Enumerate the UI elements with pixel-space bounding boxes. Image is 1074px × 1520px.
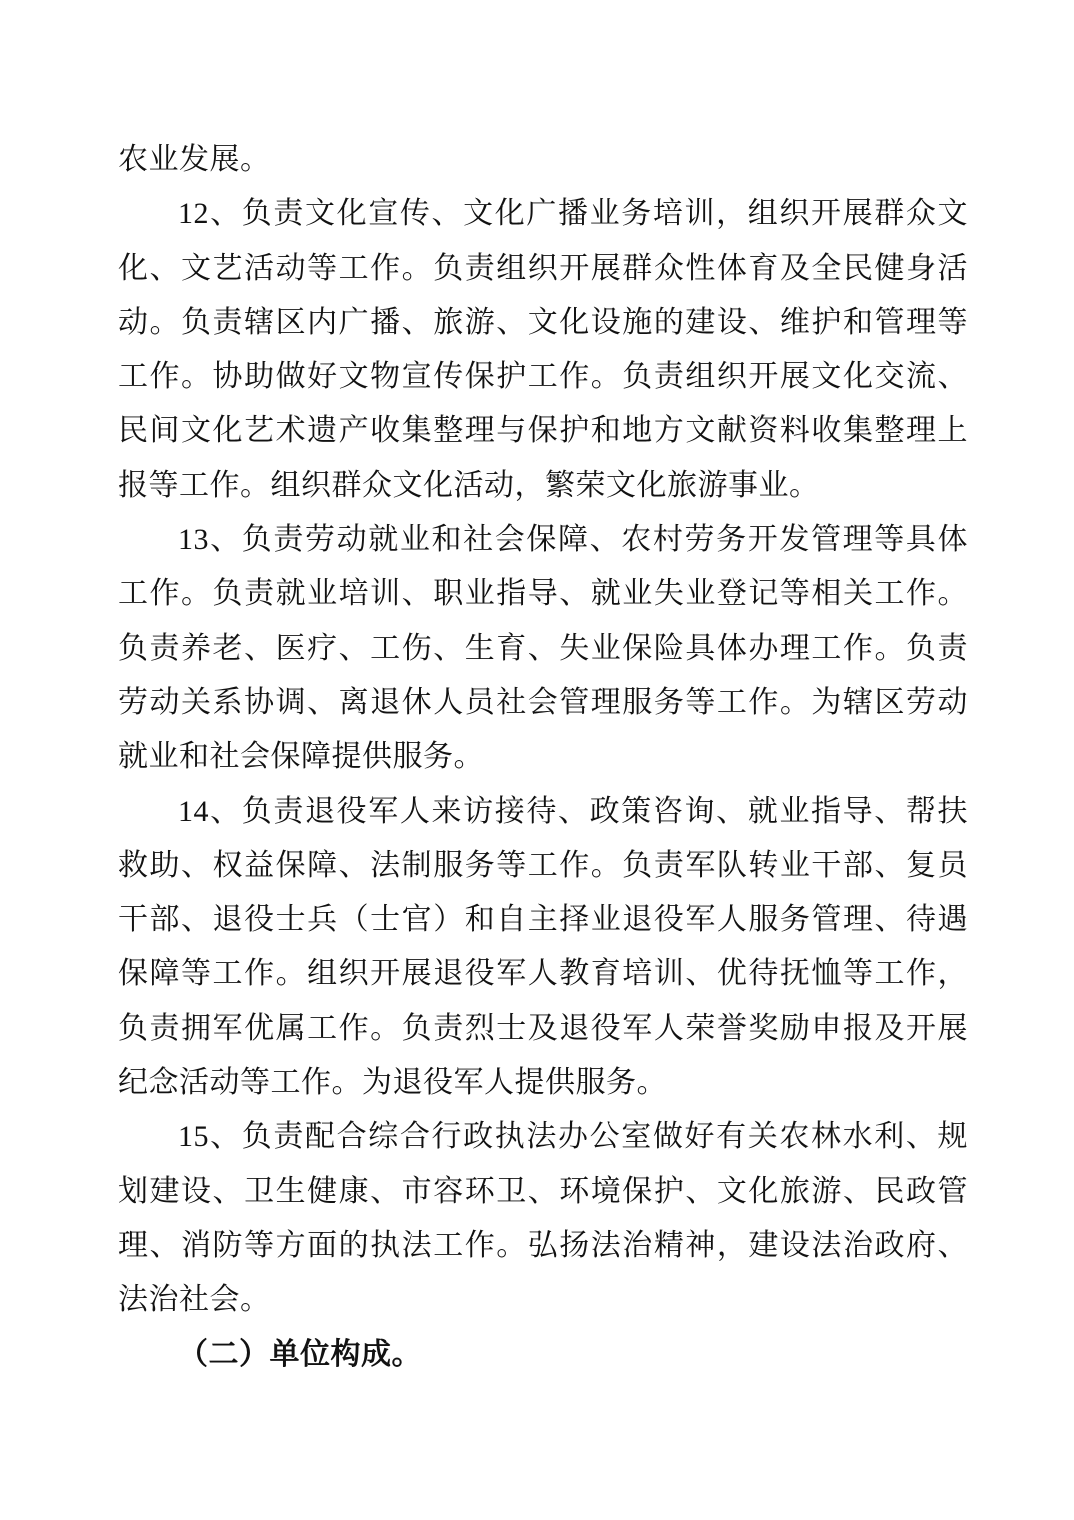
paragraph: 13、负责劳动就业和社会保障、农村劳务开发管理等具体工作。负责就业培训、职业指导、就业失业登记等相关工作。负责养老、医疗、工伤、生育、失业保险具体办理工作。负责劳动关系协调、离退休人员社会管理服务等工作。为辖区劳动就业和社会保障提供服务。	[118, 523, 968, 774]
paragraph: 农业发展。	[118, 143, 271, 176]
section-heading: （二）单位构成。	[178, 1337, 422, 1371]
paragraph: 12、负责文化宣传、文化广播业务培训，组织开展群众文化、文艺活动等工作。负责组织开展群众性体育及全民健身活动。负责辖区内广播、旅游、文化设施的建设、维护和管理等工作。协助做好文物宣传保护工作。负责组织开展文化交流、民间文化艺术遗产收集整理与保护和地方文献资料收集整理上报等工作。组织群众文化活动，繁荣文化旅游事业。	[118, 197, 968, 502]
document-body	[118, 133, 968, 1382]
paragraph: 15、负责配合综合行政执法办公室做好有关农林水利、规划建设、卫生健康、市容环卫、环境保护、文化旅游、民政管理、消防等方面的执法工作。弘扬法治精神，建设法治政府、法治社会。	[118, 1120, 968, 1317]
paragraph: 14、负责退役军人来访接待、政策咨询、就业指导、帮扶救助、权益保障、法制服务等工作。负责军队转业干部、复员干部、退役士兵（士官）和自主择业退役军人服务管理、待遇保障等工作。组织开展退役军人教育培训、优待抚恤等工作，负责拥军优属工作。负责烈士及退役军人荣誉奖励申报及开展纪念活动等工作。为退役军人提供服务。	[118, 794, 968, 1100]
